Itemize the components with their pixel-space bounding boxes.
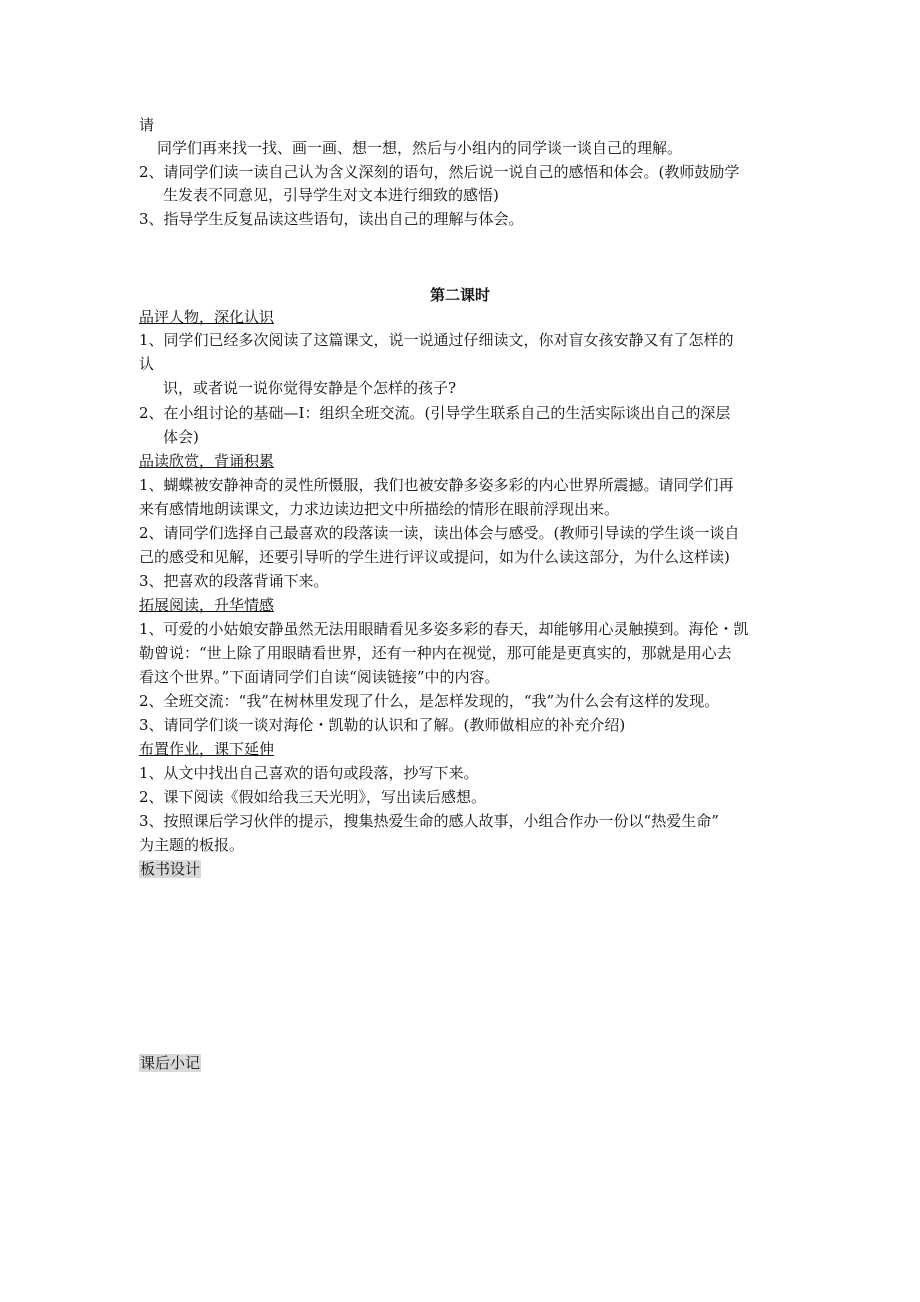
text-line: 识，或者说一说你觉得安静是个怎样的孩子? <box>163 379 457 397</box>
board-design-label <box>139 858 201 880</box>
text-line: 勒曾说：“世上除了用眼睛看世界，还有一种内在视觉，那可能是更真实的，那就是用心去 <box>139 644 732 662</box>
text-line: 1、可爱的小姑娘安静虽然无法用眼睛看见多姿多彩的春天，却能够用心灵触摸到。海伦・凯 <box>139 620 749 638</box>
lesson-title: 第二课时 <box>429 286 490 304</box>
text-line: 3、请同学们谈一谈对海伦・凯勒的认识和了解。(教师做相应的补充介绍) <box>139 716 626 734</box>
text-line: 看这个世界。”下面请同学们自读“阅读链接”中的内容。 <box>139 668 500 686</box>
text-line: 为主题的板报。 <box>139 836 245 854</box>
board-design-text: 板书设计 <box>140 860 201 878</box>
text-line: 3、按照课后学习伙伴的提示，搜集热爱生命的感人故事，小组合作办一份以“热爱生命” <box>139 812 719 830</box>
text-line: 来有感情地朗读课文，力求边读边把文中所描绘的情形在眼前浮现出来。 <box>139 500 620 518</box>
text-line: 1、从文中找出自己喜欢的语句或段落，抄写下来。 <box>139 764 479 782</box>
text-line: 2、课下阅读《假如给我三天光明》，写出读后感想。 <box>139 788 487 806</box>
text-line: 2、全班交流：“我”在树林里发现了什么，是怎样发现的，“我”为什么会有这样的发现。 <box>139 692 720 710</box>
text-line: 生发表不同意见，引导学生对文本进行细致的感悟) <box>163 186 499 204</box>
text-line: 2、请同学们读一读自己认为含义深刻的语句，然后说一说自己的感悟和体会。(教师鼓励学 <box>139 163 740 181</box>
text-line: 2、请同学们选择自己最喜欢的段落读一读，读出体会与感受。(教师引导读的学生谈一谈自 <box>139 524 740 542</box>
section-heading: 品读欣赏，背诵积累 <box>139 452 275 470</box>
text-line: 1、蝴蝶被安静神奇的灵性所慑服，我们也被安静多姿多彩的内心世界所震撼。请同学们再 <box>139 476 734 494</box>
section-heading: 布置作业，课下延伸 <box>139 740 275 758</box>
text-line: 2、在小组讨论的基础—I：组织全班交流。(引导学生联系自己的生活实际谈出自己的深层 <box>139 404 731 422</box>
text-line: 3、把喜欢的段落背诵下来。 <box>139 572 329 590</box>
text-line: 1、同学们已经多次阅读了这篇课文，说一说通过仔细读文，你对盲女孩安静又有了怎样的 <box>139 331 734 349</box>
section-heading: 拓展阅读，升华情感 <box>139 596 275 614</box>
text-line: 3、指导学生反复品读这些语句，读出自己的理解与体会。 <box>139 210 524 228</box>
text-line: 请 <box>139 116 155 134</box>
after-notes-label <box>139 1052 201 1074</box>
after-notes-text: 课后小记 <box>140 1054 201 1072</box>
text-line: 同学们再来找一找、画一画、想一想，然后与小组内的同学谈一谈自己的理解。 <box>157 139 683 157</box>
text-line: 认 <box>139 355 155 373</box>
section-heading: 品评人物，深化认识 <box>139 308 275 326</box>
text-line: 己的感受和见解，还要引导听的学生进行评议或提问，如为什么读这部分，为什么这样读) <box>139 548 730 566</box>
text-line: 体会) <box>163 428 199 446</box>
